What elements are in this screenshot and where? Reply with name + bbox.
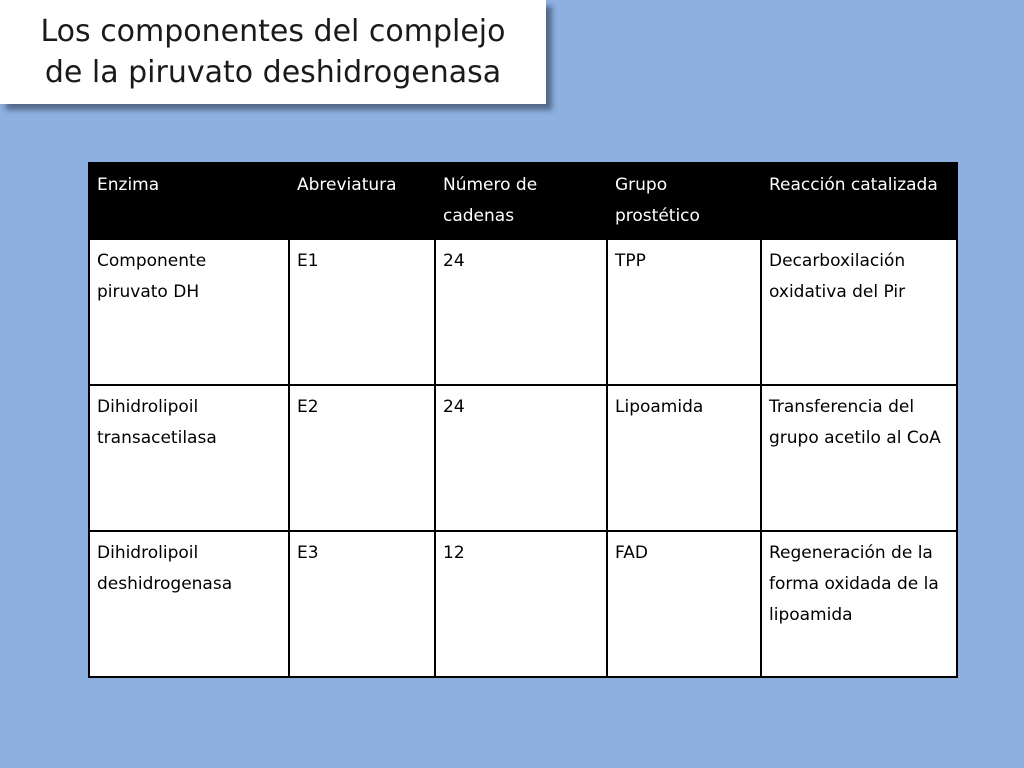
slide-title: Los componentes del complejo de la piruvato deshidrogenasa: [40, 14, 506, 90]
table-row: [89, 239, 957, 385]
header-reaccion-catalizada: Reacción catalizada: [761, 163, 957, 239]
header-grupo-prostetico: Grupo prostético: [607, 163, 761, 239]
cell-numero-de-cadenas: 12: [435, 531, 607, 677]
table-header-row: [89, 163, 957, 239]
cell-reaccion-catalizada: Decarboxilación oxidativa del Pir: [761, 239, 957, 385]
table-row: [89, 385, 957, 531]
cell-abreviatura: E1: [289, 239, 435, 385]
header-abreviatura: Abreviatura: [289, 163, 435, 239]
cell-grupo-prostetico: Lipoamida: [607, 385, 761, 531]
enzyme-table: [88, 162, 958, 678]
cell-enzima: Componente piruvato DH: [89, 239, 289, 385]
cell-reaccion-catalizada: Regeneración de la forma oxidada de la lipoamida: [761, 531, 957, 677]
header-numero-de-cadenas: Número de cadenas: [435, 163, 607, 239]
cell-grupo-prostetico: FAD: [607, 531, 761, 677]
cell-abreviatura: E2: [289, 385, 435, 531]
cell-numero-de-cadenas: 24: [435, 239, 607, 385]
table-row: [89, 531, 957, 677]
cell-reaccion-catalizada: Transferencia del grupo acetilo al CoA: [761, 385, 957, 531]
cell-numero-de-cadenas: 24: [435, 385, 607, 531]
cell-grupo-prostetico: TPP: [607, 239, 761, 385]
slide-title-box: [0, 0, 546, 104]
header-enzima: Enzima: [89, 163, 289, 239]
cell-abreviatura: E3: [289, 531, 435, 677]
cell-enzima: Dihidrolipoil deshidrogenasa: [89, 531, 289, 677]
cell-enzima: Dihidrolipoil transacetilasa: [89, 385, 289, 531]
